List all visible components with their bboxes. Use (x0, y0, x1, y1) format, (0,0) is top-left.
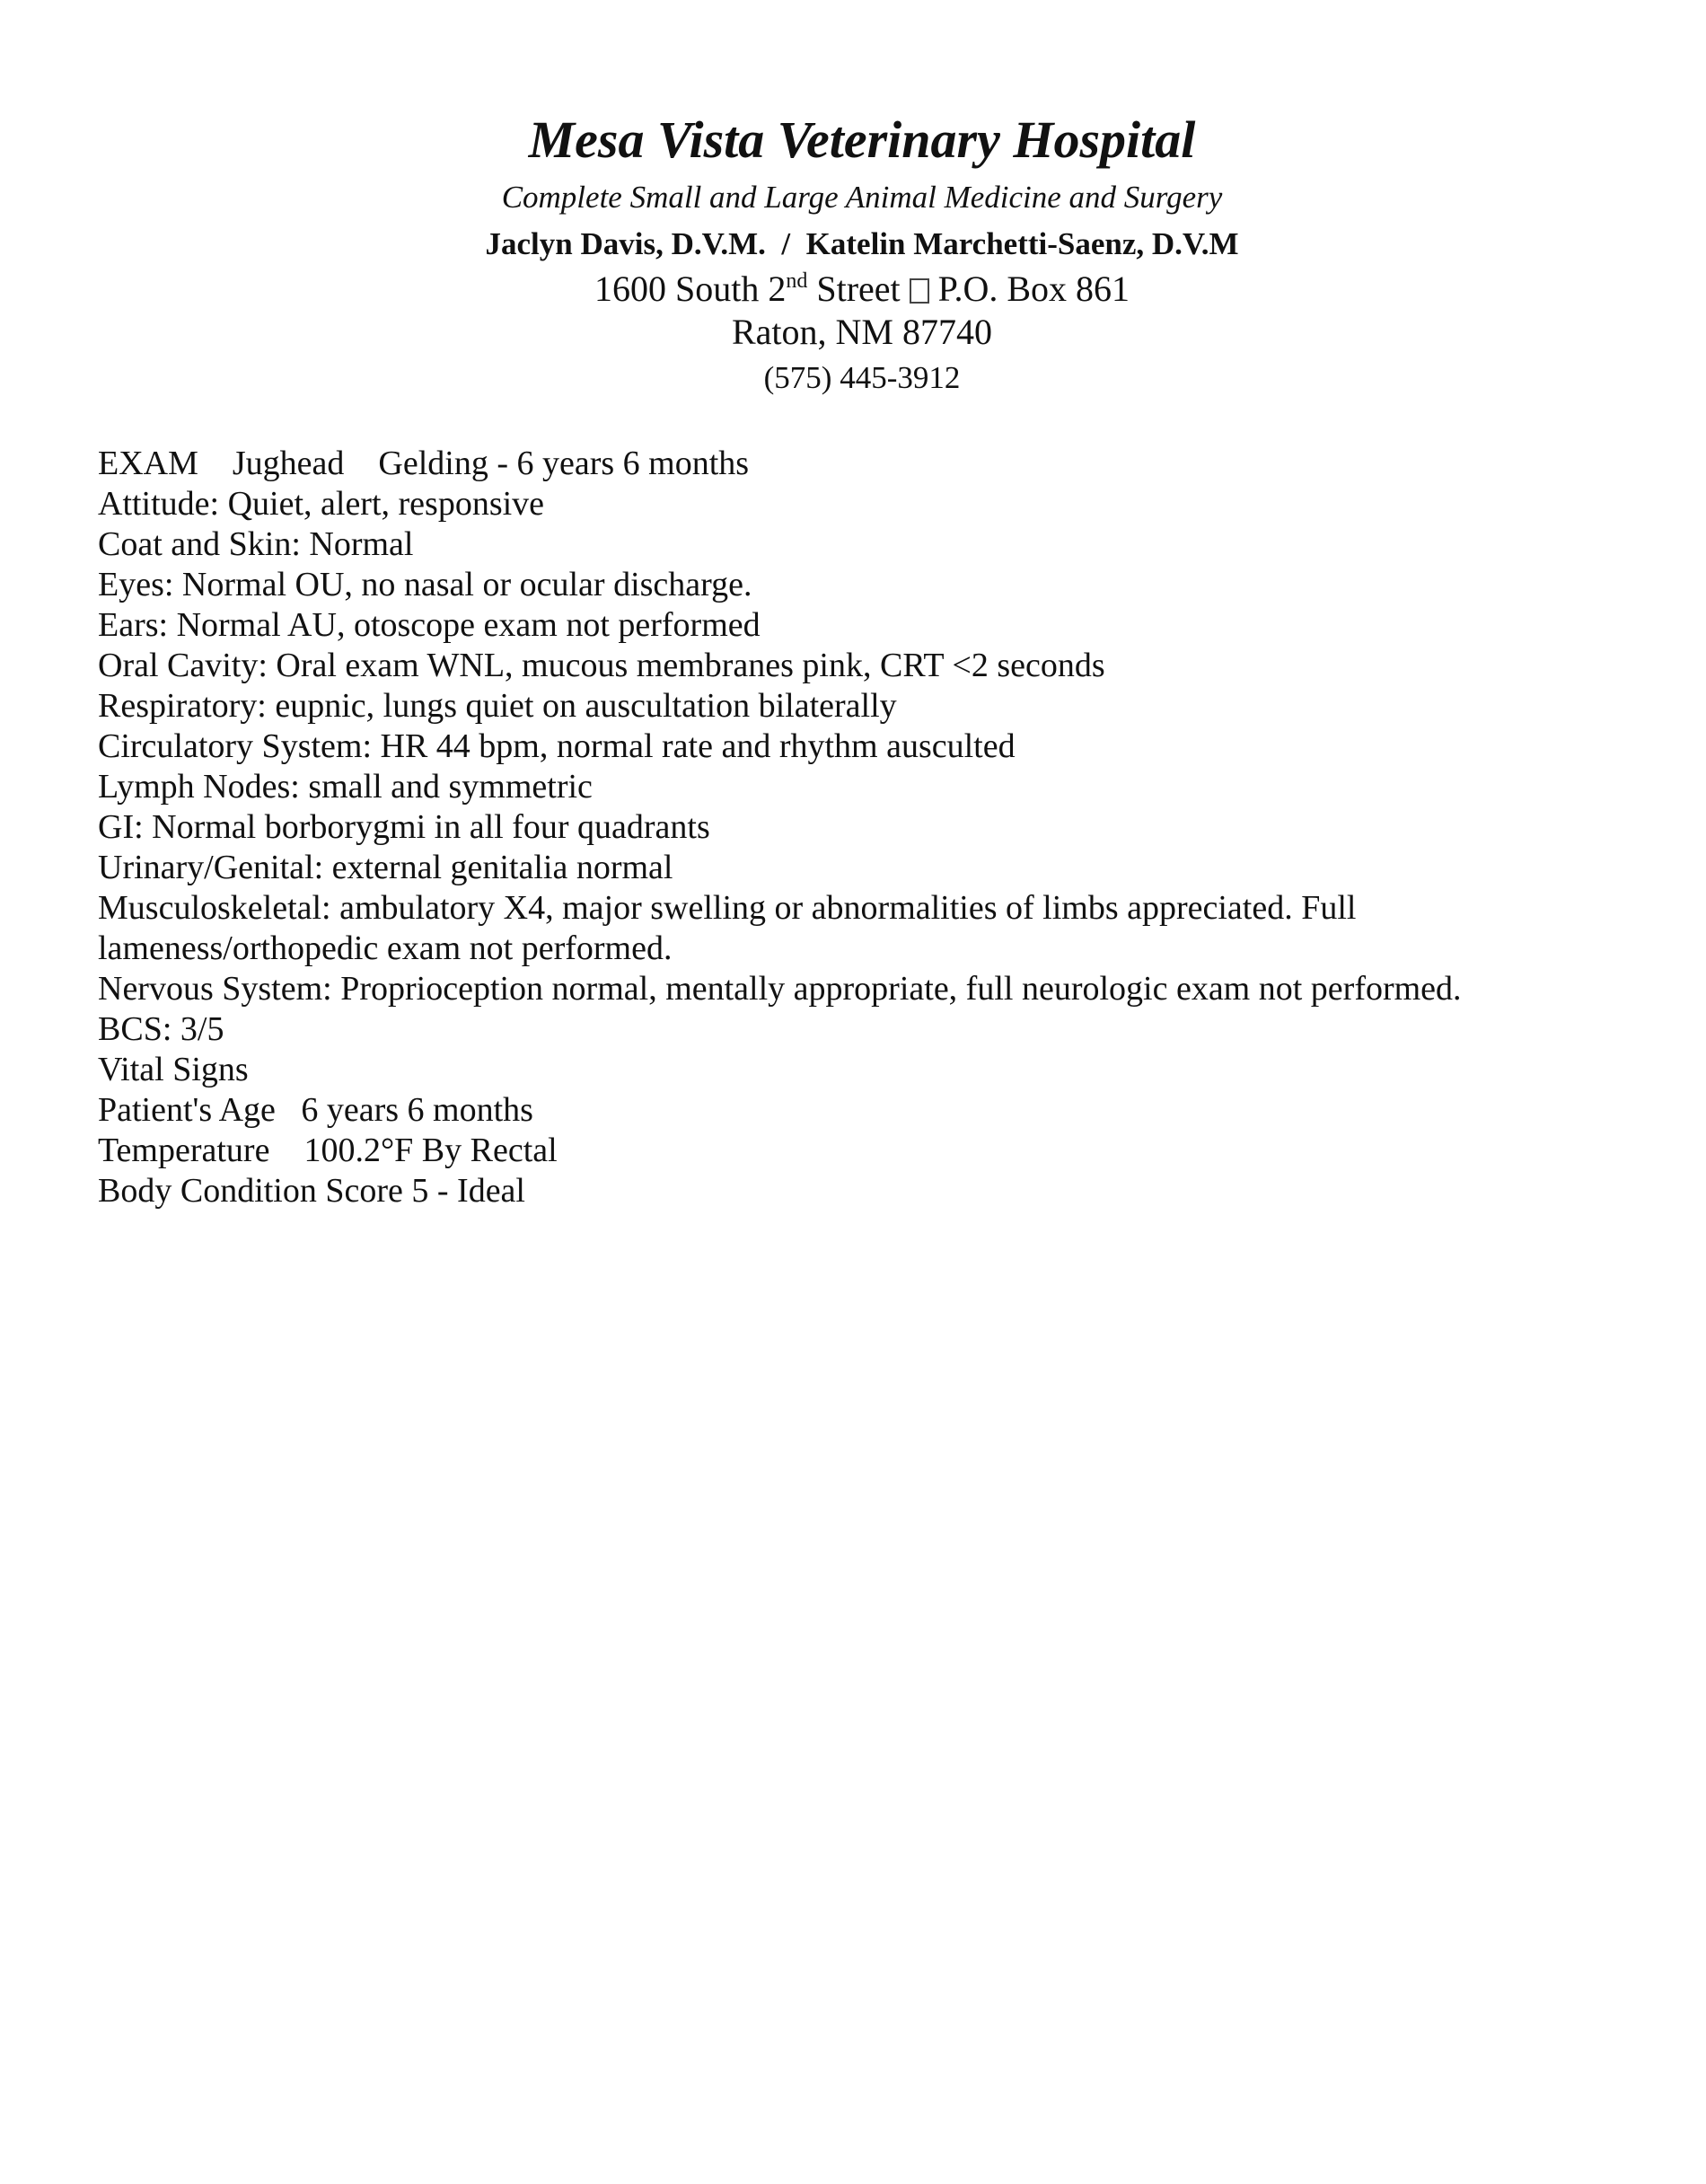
exam-notes (98, 444, 1678, 1211)
separator-box-icon (910, 278, 929, 304)
exam-urinary-genital: Urinary/Genital: external genitalia normal (98, 849, 673, 886)
exam-eyes: Eyes: Normal OU, no nasal or ocular discharge. (98, 566, 752, 603)
exam-ears: Ears: Normal AU, otoscope exam not performed (98, 606, 761, 644)
exam-gi: GI: Normal borborygmi in all four quadrants (98, 808, 710, 846)
street-number: 1600 South 2 (594, 269, 787, 309)
vital-temperature: Temperature 100.2°F By Rectal (98, 1132, 558, 1169)
exam-oral-cavity: Oral Cavity: Oral exam WNL, mucous membranes pink, CRT <2 seconds (98, 647, 1105, 684)
ordinal-suffix: nd (786, 269, 808, 293)
vital-signs-heading: Vital Signs (98, 1051, 249, 1088)
hospital-tagline: Complete Small and Large Animal Medicine and Surgery (501, 180, 1223, 215)
exam-header: EXAM Jughead Gelding - 6 years 6 months (98, 445, 750, 482)
exam-lymph-nodes: Lymph Nodes: small and symmetric (98, 768, 593, 806)
city-state-zip: Raton, NM 87740 (732, 312, 992, 352)
letterhead (0, 106, 1706, 401)
exam-coat-skin: Coat and Skin: Normal (98, 525, 414, 563)
street-address (0, 268, 1706, 311)
vital-patient-age: Patient's Age 6 years 6 months (98, 1091, 533, 1129)
exam-attitude: Attitude: Quiet, alert, responsive (98, 485, 545, 523)
exam-bcs: BCS: 3/5 (98, 1010, 224, 1048)
exam-nervous-system: Nervous System: Proprioception normal, mentally appropriate, full neurologic exam not performed. (98, 970, 1462, 1008)
hospital-name: Mesa Vista Veterinary Hospital (528, 110, 1196, 169)
street-word: Street (807, 269, 901, 309)
exam-respiratory: Respiratory: eupnic, lungs quiet on auscultation bilaterally (98, 687, 897, 725)
exam-musculoskeletal: Musculoskeletal: ambulatory X4, major swelling or abnormalities of limbs appreciated. Full lameness/orthopedic exam not performed. (98, 889, 1365, 967)
phone-number: (575) 445-3912 (763, 360, 961, 395)
veterinarians: Jaclyn Davis, D.V.M. / Katelin Marchetti-Saenz, D.V.M (485, 226, 1239, 261)
exam-circulatory: Circulatory System: HR 44 bpm, normal rate and rhythm ausculted (98, 727, 1016, 765)
po-box: P.O. Box 861 (937, 269, 1130, 309)
vital-body-condition-score: Body Condition Score 5 - Ideal (98, 1172, 525, 1210)
